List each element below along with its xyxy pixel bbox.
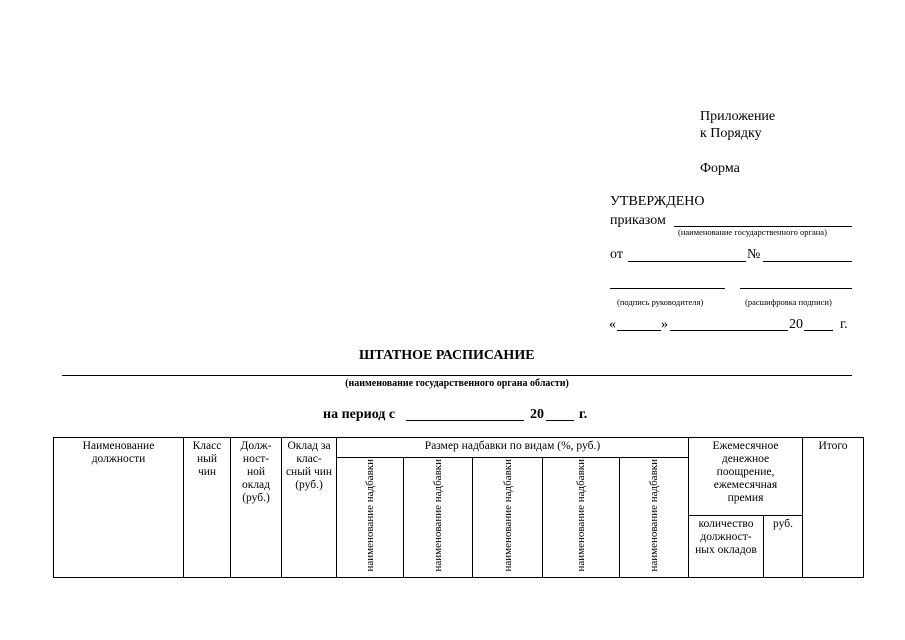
document-title: ШТАТНОЕ РАСПИСАНИЕ — [359, 348, 535, 363]
header-total: Итого — [803, 438, 864, 578]
order-number-line — [763, 261, 852, 262]
form-label: Форма — [700, 161, 740, 176]
allowance-column-2-label: наименование надбавки — [432, 459, 444, 572]
header-allowance-group: Размер надбавки по видам (%, руб.) — [337, 438, 689, 458]
period-year-line — [546, 420, 574, 421]
period-prefix: на период с — [323, 407, 396, 422]
allowance-column-5-label: наименование надбавки — [648, 459, 660, 572]
header-salary: Долж- ност- ной оклад (руб.) — [231, 438, 282, 578]
number-sign: № — [747, 247, 761, 262]
appendix-line-2: к Порядку — [700, 126, 762, 141]
signature-decode-line — [740, 288, 852, 289]
period-start-line — [406, 420, 524, 421]
date-open-quote: « — [609, 317, 616, 332]
month-line — [670, 330, 788, 331]
header-position: Наименование должности — [54, 438, 184, 578]
appendix-line-1: Приложение — [700, 109, 776, 124]
order-date-line — [628, 261, 746, 262]
org-title-caption: (наименование государственного органа области) — [345, 378, 569, 389]
day-line — [617, 330, 661, 331]
staffing-table — [53, 437, 864, 578]
allowance-column-4-label: наименование надбавки — [575, 459, 587, 572]
signature-caption: (подпись руководителя) — [617, 297, 704, 307]
allowance-column-4 — [543, 458, 620, 578]
allowance-column-1 — [337, 458, 404, 578]
year-prefix: 20 — [789, 317, 803, 332]
org-title-line — [62, 375, 852, 376]
allowance-column-3-label: наименование надбавки — [501, 459, 514, 572]
header-bonus-count: количество должност- ных окладов — [689, 516, 764, 578]
signature-decode-caption: (расшифровка подписи) — [745, 297, 832, 307]
allowance-column-2 — [404, 458, 473, 578]
date-close-quote: » — [661, 317, 668, 332]
approved-label: УТВЕРЖДЕНО — [610, 194, 705, 209]
order-prefix: приказом — [610, 213, 666, 228]
period-year: 20 — [530, 407, 544, 422]
signature-line — [610, 288, 725, 289]
year-line — [804, 330, 833, 331]
allowance-column-5 — [620, 458, 689, 578]
header-bonus-rub: руб. — [764, 516, 803, 578]
header-class-salary: Оклад за клас- сный чин (руб.) — [282, 438, 337, 578]
header-bonus-group: Ежемесячное денежное поощрение, ежемесячная премия — [689, 438, 803, 516]
allowance-column-3 — [473, 458, 543, 578]
header-class-rank: Класс ный чин — [184, 438, 231, 578]
allowance-column-1-label: наименование надбавки — [364, 459, 376, 572]
year-suffix: г. — [840, 317, 848, 332]
period-suffix: г. — [579, 407, 588, 422]
from-prefix: от — [610, 247, 623, 262]
org-name-caption: (наименование государственного органа) — [678, 227, 827, 237]
